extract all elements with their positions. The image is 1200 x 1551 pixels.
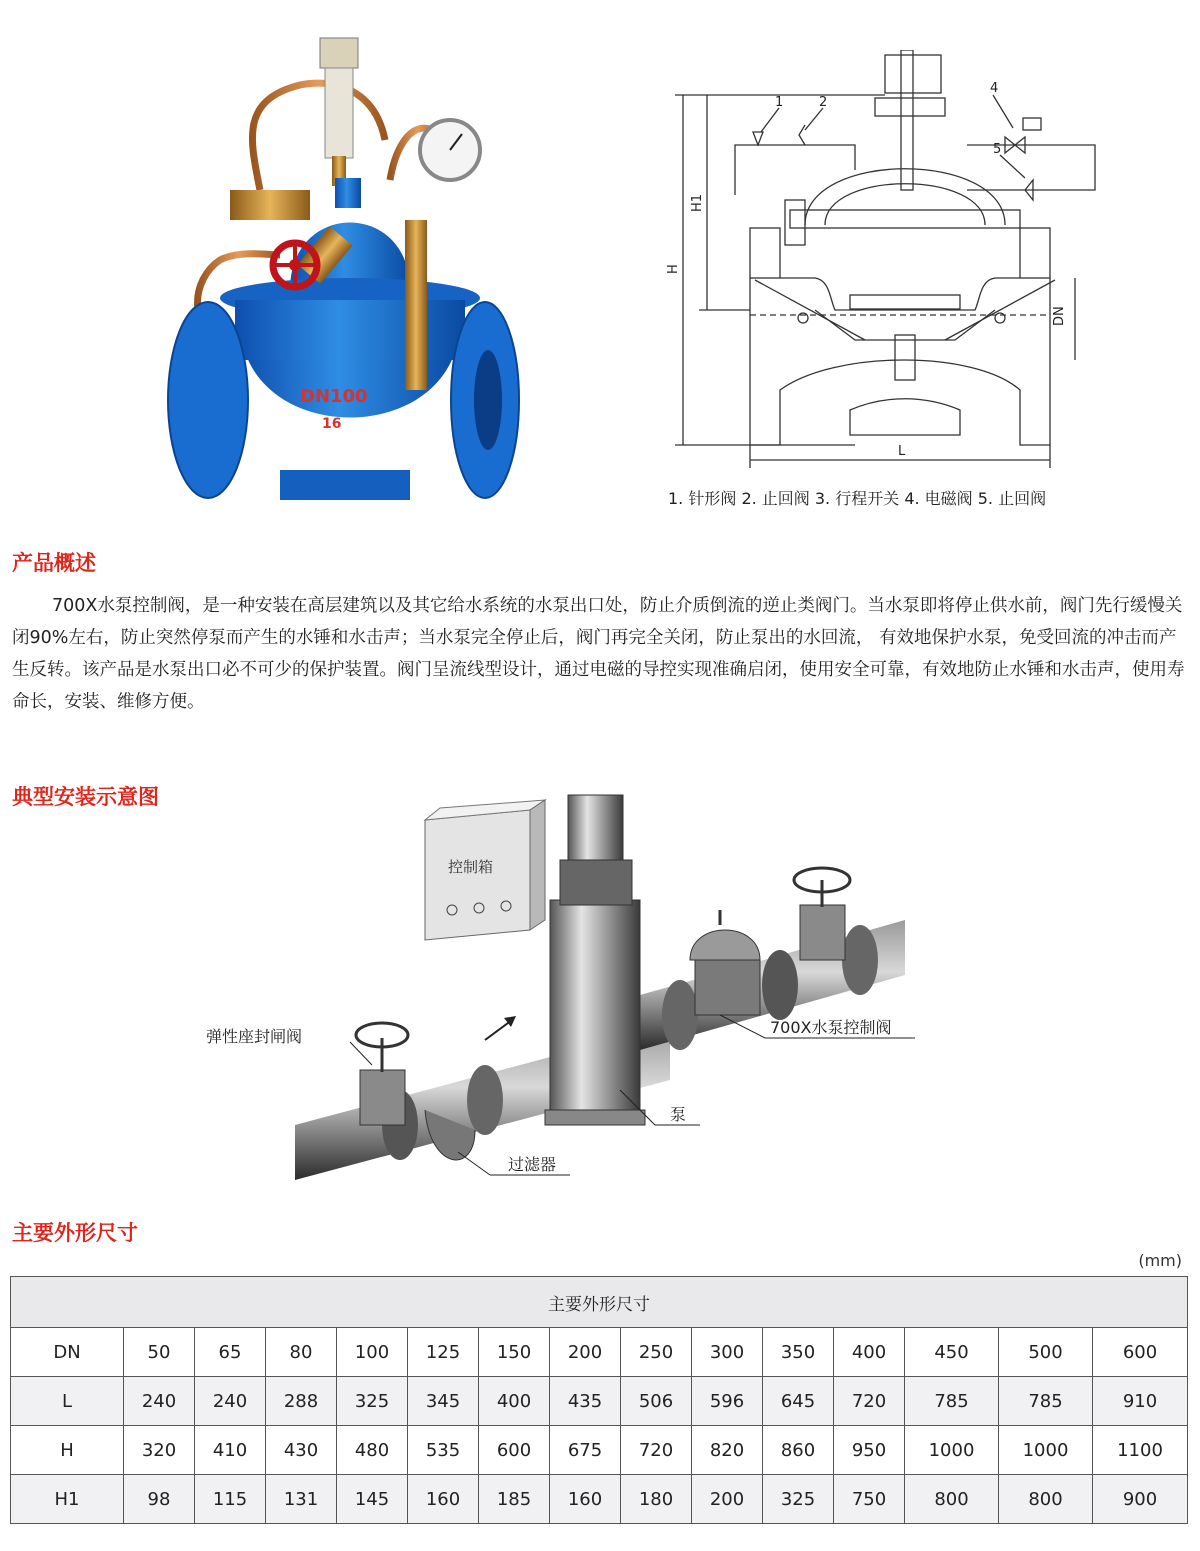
table-cell: 300 <box>692 1328 763 1377</box>
dimensions-table <box>10 1276 1188 1524</box>
row-label: DN <box>11 1328 124 1377</box>
table-cell: 750 <box>834 1475 905 1524</box>
row-label: H1 <box>11 1475 124 1524</box>
valve-badge-sub: 16 <box>322 416 342 432</box>
table-cell: 720 <box>621 1426 692 1475</box>
dim-l: L <box>898 444 906 459</box>
callout-1: 1 <box>775 95 784 110</box>
callout-4: 4 <box>990 81 999 96</box>
table-cell: 180 <box>621 1475 692 1524</box>
table-cell: 240 <box>124 1377 195 1426</box>
table-cell: 98 <box>124 1475 195 1524</box>
label-filter: 过滤器 <box>508 1155 557 1174</box>
callout-2: 2 <box>819 95 828 110</box>
table-cell: 100 <box>337 1328 408 1377</box>
dim-h: H <box>666 264 681 274</box>
table-cell: 345 <box>408 1377 479 1426</box>
table-cell: 430 <box>266 1426 337 1475</box>
label-pump: 泵 <box>670 1105 687 1124</box>
table-cell: 150 <box>479 1328 550 1377</box>
valve-section-drawing <box>655 50 1105 475</box>
table-cell: 200 <box>692 1475 763 1524</box>
table-cell: 325 <box>763 1475 834 1524</box>
table-cell: 320 <box>124 1426 195 1475</box>
row-label: L <box>11 1377 124 1426</box>
row-label: H <box>11 1426 124 1475</box>
table-cell: 160 <box>550 1475 621 1524</box>
table-cell: 160 <box>408 1475 479 1524</box>
table-cell: 910 <box>1093 1377 1188 1426</box>
unit-label: (mm) <box>1138 1251 1182 1270</box>
table-cell: 535 <box>408 1426 479 1475</box>
table-cell: 240 <box>195 1377 266 1426</box>
table-cell: 325 <box>337 1377 408 1426</box>
table-cell: 435 <box>550 1377 621 1426</box>
valve-photo <box>160 30 520 510</box>
table-cell: 1000 <box>999 1426 1093 1475</box>
table-cell: 50 <box>124 1328 195 1377</box>
table-cell: 1100 <box>1093 1426 1188 1475</box>
table-cell: 596 <box>692 1377 763 1426</box>
table-cell: 506 <box>621 1377 692 1426</box>
overview-text: 700X水泵控制阀，是一种安装在高层建筑以及其它给水系统的水泵出口处，防止介质倒流的逆止类阀门。当水泵即将停止供水前，阀门先行缓慢关闭90%左右，防止突然停泵而产生的水锤和水击声；当水泵完全停止后，阀门再完全关闭，防止泵出的水回流， 有效地保护水泵，免受回流的冲击而产生反转。该产品是水泵出口必不可少的保护装置。阀门呈流线型设计，通过电磁的导控实现准确启闭，使用安全可靠，有效地防止水锤和水击声，使用寿命长，安装、维修方便。 <box>12 596 1185 712</box>
table-cell: 645 <box>763 1377 834 1426</box>
table-cell: 400 <box>834 1328 905 1377</box>
table-cell: 950 <box>834 1426 905 1475</box>
valve-badge-text: DN100 <box>300 386 368 407</box>
table-cell: 785 <box>999 1377 1093 1426</box>
install-diagram <box>200 780 960 1200</box>
table-cell: 450 <box>905 1328 999 1377</box>
overview-paragraph <box>12 590 1192 718</box>
table-cell: 288 <box>266 1377 337 1426</box>
table-header: 主要外形尺寸 <box>11 1277 1188 1328</box>
table-cell: 600 <box>479 1426 550 1475</box>
table-cell: 720 <box>834 1377 905 1426</box>
dim-h1: H1 <box>690 193 705 212</box>
table-cell: 900 <box>1093 1475 1188 1524</box>
install-title: 典型安装示意图 <box>12 785 159 809</box>
table-cell: 410 <box>195 1426 266 1475</box>
table-row <box>11 1328 1188 1377</box>
table-cell: 675 <box>550 1426 621 1475</box>
table-cell: 480 <box>337 1426 408 1475</box>
label-control-valve: 700X水泵控制阀 <box>770 1018 892 1037</box>
table-cell: 185 <box>479 1475 550 1524</box>
table-cell: 350 <box>763 1328 834 1377</box>
table-cell: 400 <box>479 1377 550 1426</box>
table-cell: 600 <box>1093 1328 1188 1377</box>
diagram-caption: 1. 针形阀 2. 止回阀 3. 行程开关 4. 电磁阀 5. 止回阀 <box>668 489 1047 508</box>
table-cell: 200 <box>550 1328 621 1377</box>
table-header-row <box>11 1277 1188 1328</box>
table-row <box>11 1377 1188 1426</box>
label-gate-valve: 弹性座封闸阀 <box>206 1027 303 1046</box>
table-cell: 800 <box>999 1475 1093 1524</box>
table-cell: 115 <box>195 1475 266 1524</box>
table-cell: 800 <box>905 1475 999 1524</box>
table-cell: 500 <box>999 1328 1093 1377</box>
control-box-label: 控制箱 <box>448 858 494 876</box>
table-cell: 1000 <box>905 1426 999 1475</box>
table-cell: 250 <box>621 1328 692 1377</box>
dimensions-title: 主要外形尺寸 <box>12 1221 138 1245</box>
table-cell: 820 <box>692 1426 763 1475</box>
table-cell: 131 <box>266 1475 337 1524</box>
table-cell: 145 <box>337 1475 408 1524</box>
dim-dn: DN <box>1052 306 1067 326</box>
table-row <box>11 1475 1188 1524</box>
table-cell: 65 <box>195 1328 266 1377</box>
table-cell: 785 <box>905 1377 999 1426</box>
callout-5: 5 <box>993 142 1002 157</box>
table-cell: 80 <box>266 1328 337 1377</box>
overview-title: 产品概述 <box>12 551 96 575</box>
table-cell: 860 <box>763 1426 834 1475</box>
table-row <box>11 1426 1188 1475</box>
table-cell: 125 <box>408 1328 479 1377</box>
